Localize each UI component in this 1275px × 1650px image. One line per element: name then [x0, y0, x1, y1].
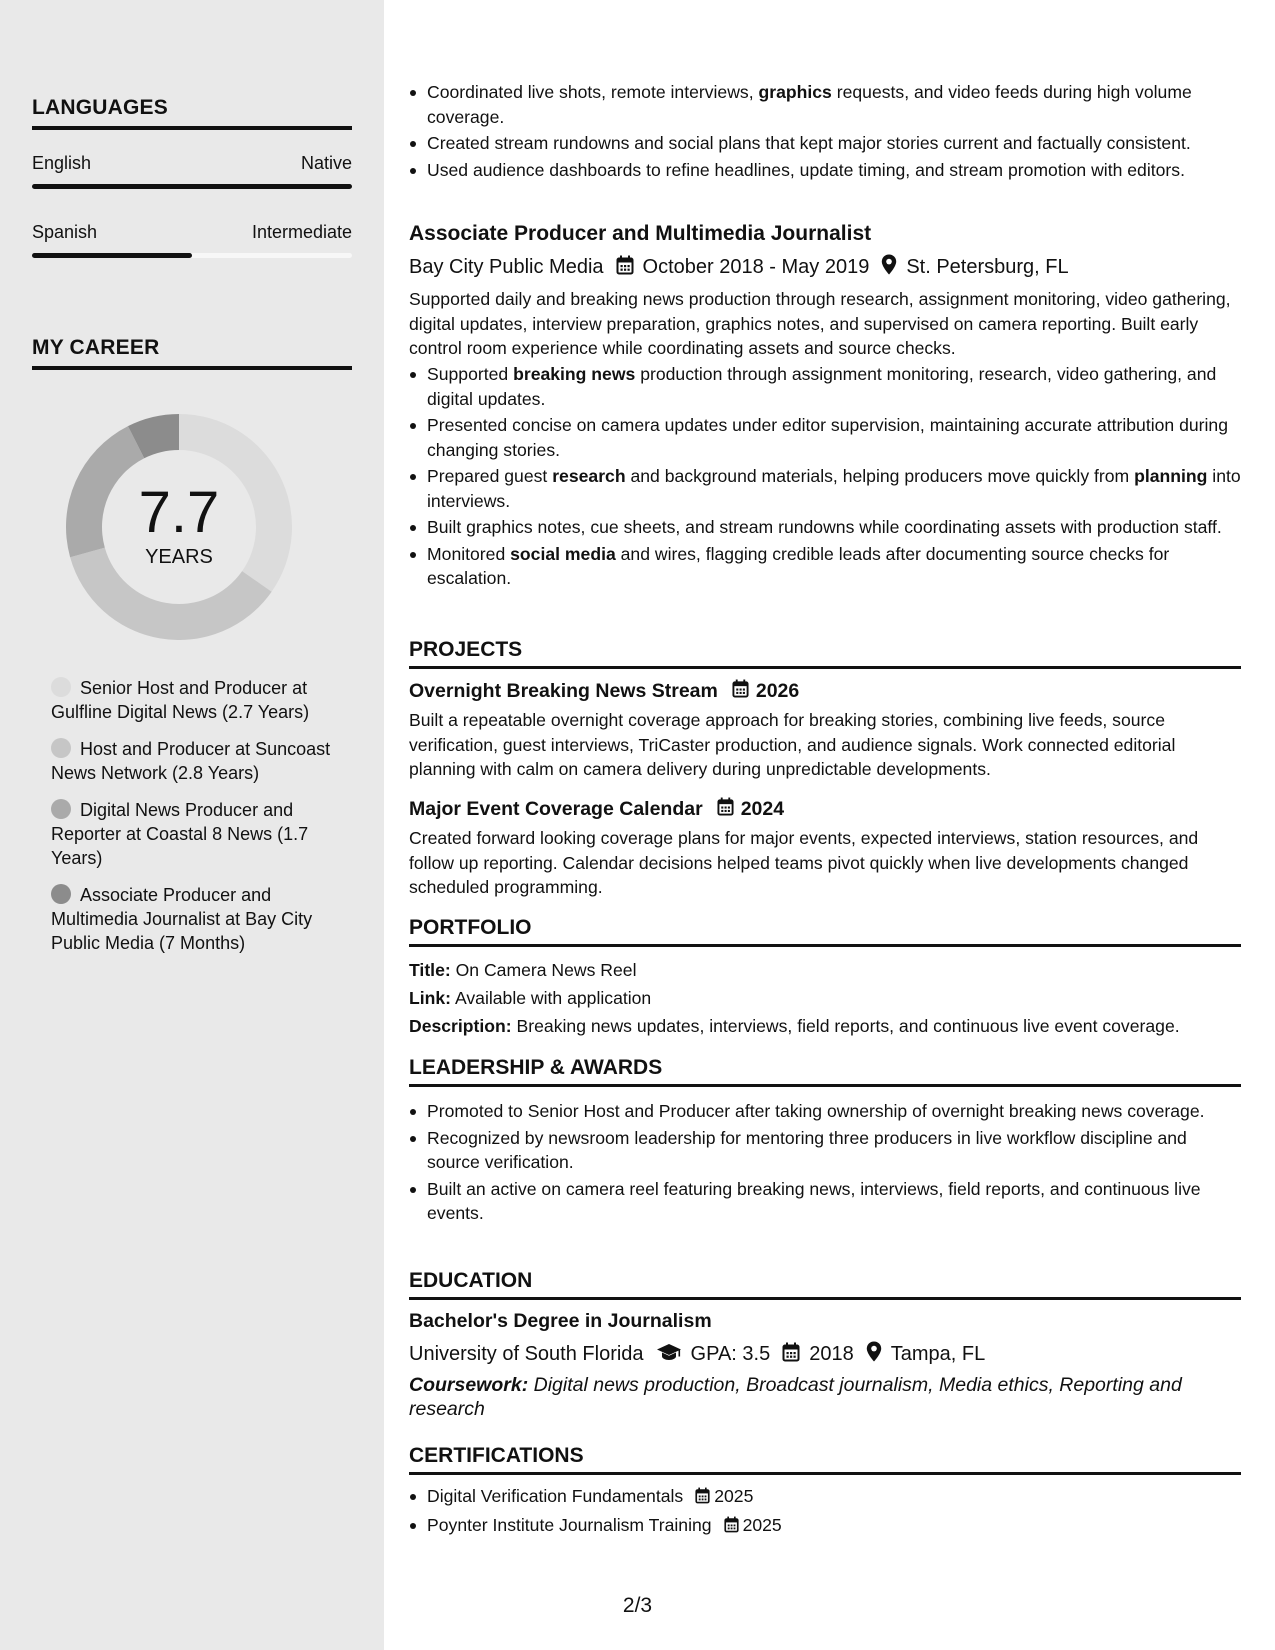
calendar-icon — [732, 679, 749, 704]
career-heading: MY CAREER — [32, 336, 352, 370]
legend-item — [51, 798, 341, 870]
education-meta — [409, 1341, 1241, 1368]
certifications-heading: CERTIFICATIONS — [409, 1444, 1241, 1475]
legend-label: Host and Producer at Suncoast News Network (2.8 Years) — [51, 739, 331, 783]
portfolio-description: Description: Breaking news updates, interviews, field reports, and continuous live event coverage. — [409, 1016, 1180, 1036]
legend-dot — [51, 677, 71, 697]
project-year: 2026 — [755, 680, 800, 702]
languages-heading: LANGUAGES — [32, 96, 352, 130]
leadership-bullets — [409, 1099, 1241, 1228]
job-location: St. Petersburg, FL — [906, 256, 1069, 278]
list-item: Used audience dashboards to refine headlines, update timing, and stream promotion with editors. — [409, 158, 1241, 183]
list-item: Prepared guest research and background materials, helping producers move quickly from planning into interviews. — [409, 464, 1241, 513]
legend-item — [51, 737, 341, 785]
list-item: Monitored social media and wires, flagging credible leads after documenting source checks for escalation. — [409, 542, 1241, 591]
graduation-cap-icon — [656, 1343, 682, 1367]
portfolio-details — [409, 956, 1241, 1040]
job-meta — [409, 254, 1241, 281]
career-donut-chart — [66, 414, 292, 640]
education-year: 2018 — [809, 1343, 854, 1365]
language-level: Native — [300, 153, 352, 173]
location-pin-icon — [881, 254, 897, 281]
list-item: Created stream rundowns and social plans that kept major stories current and factually consistent. — [409, 131, 1241, 156]
sidebar — [0, 0, 384, 1650]
education-degree: Bachelor's Degree in Journalism — [409, 1310, 712, 1332]
language-row-spanish — [32, 222, 352, 243]
job-dates: October 2018 - May 2019 — [642, 256, 870, 278]
education-gpa: GPA: 3.5 — [690, 1343, 771, 1365]
legend-dot — [51, 738, 71, 758]
calendar-icon — [616, 255, 634, 281]
language-proficiency-fill — [32, 253, 192, 258]
legend-dot — [51, 884, 71, 904]
project-title-row — [409, 797, 1241, 822]
list-item: Supported breaking news production through assignment monitoring, research, video gathering, and digital updates. — [409, 362, 1241, 411]
calendar-icon — [695, 1486, 710, 1511]
list-item: Built graphics notes, cue sheets, and stream rundowns while coordinating assets with production staff. — [409, 515, 1241, 540]
language-proficiency-fill — [32, 184, 352, 189]
project-title: Major Event Coverage Calendar — [409, 798, 703, 820]
education-heading: EDUCATION — [409, 1269, 1241, 1300]
education-location: Tampa, FL — [890, 1343, 986, 1365]
language-row-english — [32, 153, 352, 174]
portfolio-heading: PORTFOLIO — [409, 916, 1241, 947]
language-name: English — [32, 153, 92, 173]
project-description: Created forward looking coverage plans for major events, expected interviews, station resources, and follow up reporting. Calendar decisions helped teams pivot quickly when live developments changed scheduled programming. — [409, 828, 1199, 897]
legend-dot — [51, 799, 71, 819]
project-title-row — [409, 679, 1241, 704]
location-pin-icon — [866, 1341, 882, 1368]
list-item: Digital Verification Fundamentals 2025 — [409, 1484, 1241, 1511]
list-item: Presented concise on camera updates under editor supervision, maintaining accurate attribution during changing stories. — [409, 413, 1241, 462]
legend-item — [51, 676, 341, 724]
projects-heading: PROJECTS — [409, 638, 1241, 669]
project-year: 2024 — [740, 798, 785, 820]
portfolio-title: Title: On Camera News Reel — [409, 960, 637, 980]
education-coursework: Coursework: Digital news production, Broadcast journalism, Media ethics, Reporting and research — [409, 1374, 1182, 1420]
career-total-unit: YEARS — [145, 545, 213, 568]
leadership-heading: LEADERSHIP & AWARDS — [409, 1056, 1241, 1087]
legend-label: Senior Host and Producer at Gulfline Digital News (2.7 Years) — [51, 678, 310, 722]
language-name: Spanish — [32, 222, 98, 242]
page-number: 2/3 — [622, 1594, 653, 1617]
list-item: Poynter Institute Journalism Training 2025 — [409, 1513, 1241, 1540]
language-proficiency-bar — [32, 184, 352, 189]
list-item: Promoted to Senior Host and Producer after taking ownership of overnight breaking news coverage. — [409, 1099, 1241, 1124]
certifications-list — [409, 1484, 1241, 1541]
project-description: Built a repeatable overnight coverage approach for breaking stories, combining live feeds, source verification, guest interviews, TriCaster production, and audience signals. Work connected editorial planning with calm on camera delivery during unpredictable developments. — [409, 710, 1176, 779]
calendar-icon — [782, 1342, 800, 1368]
language-proficiency-bar — [32, 253, 352, 258]
language-level: Intermediate — [251, 222, 352, 242]
job-title: Associate Producer and Multimedia Journalist — [409, 222, 872, 245]
previous-job-bullets — [409, 80, 1241, 184]
education-school: University of South Florida — [409, 1343, 644, 1365]
legend-label: Associate Producer and Multimedia Journalist at Bay City Public Media (7 Months) — [51, 885, 313, 953]
job-summary: Supported daily and breaking news production through research, assignment monitoring, video gathering, digital updates, interview preparation, graphics notes, and supervised on camera reporting. Built early control room experience while coordinating assets and source checks. — [409, 289, 1231, 358]
list-item: Recognized by newsroom leadership for mentoring three producers in live workflow discipline and source verification. — [409, 1126, 1241, 1175]
job-company: Bay City Public Media — [409, 256, 604, 278]
portfolio-link: Link: Available with application — [409, 988, 652, 1008]
list-item: Coordinated live shots, remote interviews, graphics requests, and video feeds during high volume coverage. — [409, 80, 1241, 129]
list-item: Built an active on camera reel featuring breaking news, interviews, field reports, and continuous live events. — [409, 1177, 1241, 1226]
calendar-icon — [724, 1515, 739, 1540]
main-content — [409, 0, 1241, 1650]
legend-item — [51, 883, 341, 955]
calendar-icon — [717, 797, 734, 822]
job-bullets — [409, 362, 1241, 593]
project-title: Overnight Breaking News Stream — [409, 680, 718, 702]
career-legend — [51, 676, 341, 968]
career-total-years: 7.7 — [138, 479, 220, 545]
legend-label: Digital News Producer and Reporter at Coastal 8 News (1.7 Years) — [51, 800, 309, 868]
